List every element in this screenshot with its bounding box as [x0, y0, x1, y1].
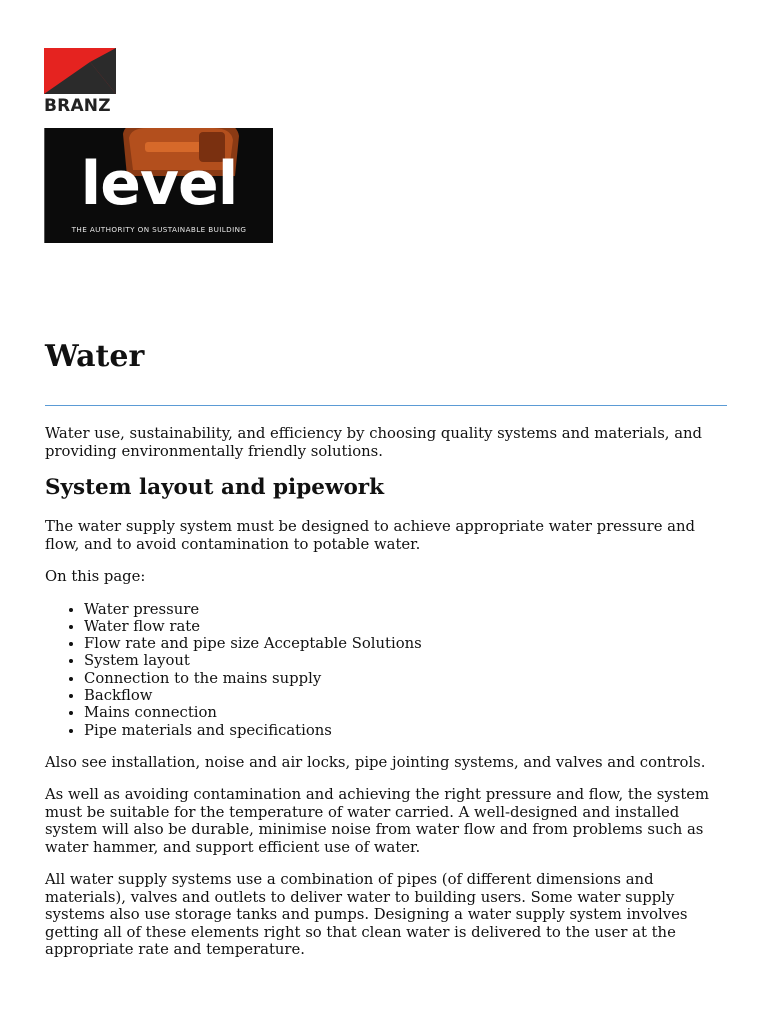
title-divider: [45, 405, 727, 406]
intro-paragraph: Water use, sustainability, and efficiency by choosing quality systems and materials, and providing environmentally friendly solutions.: [45, 425, 703, 460]
section-summary: The water supply system must be designed to achieve appropriate water pressure and flow, and to avoid contamination to potable water.: [45, 518, 696, 553]
branz-logo-mark-icon: [44, 48, 116, 94]
body-paragraph: As well as avoiding contamination and achieving the right pressure and flow, the system must be suitable for the temperature of water carried. A well-designed and installed system will also be durable, minimise noise from water flow and from problems such as water hammer, and support efficient use of water.: [45, 786, 710, 856]
toc-item-mains-connection[interactable]: • Mains connection: [84, 704, 727, 721]
level-wordmark: level: [80, 149, 238, 219]
toc-label: On this page:: [45, 568, 146, 585]
toc-item-flow-rate-pipe-size[interactable]: • Flow rate and pipe size Acceptable Solutions: [84, 635, 727, 652]
see-also-paragraph: Also see installation, noise and air locks, pipe jointing systems, and valves and controls.: [45, 753, 706, 771]
branz-logo[interactable]: [44, 48, 118, 118]
toc-item-water-pressure[interactable]: • Water pressure: [84, 601, 727, 618]
toc-item-backflow[interactable]: • Backflow: [84, 687, 727, 704]
branz-logo-wordmark: BRANZ: [44, 96, 111, 116]
level-magazine-banner[interactable]: [44, 128, 273, 243]
article-content: [45, 336, 727, 974]
page-title: Water: [45, 339, 145, 374]
toc-item-water-flow-rate[interactable]: • Water flow rate: [84, 618, 727, 635]
body-paragraph: All water supply systems use a combination of pipes (of different dimensions and materials), valves and outlets to deliver water to building users. Some water supply systems also use storage tanks and pumps. Designing a water supply system involves getting all of these elements right so that clean water is delivered to the user at the appropriate rate and temperature.: [45, 871, 688, 959]
toc-item-system-layout[interactable]: • System layout: [84, 652, 727, 669]
level-tagline: THE AUTHORITY ON SUSTAINABLE BUILDING: [71, 225, 247, 234]
section-heading: System layout and pipework: [45, 475, 385, 500]
toc-item-connection-mains[interactable]: • Connection to the mains supply: [84, 670, 727, 687]
toc-item-pipe-materials[interactable]: • Pipe materials and specifications: [84, 722, 727, 739]
toc-list: [45, 601, 727, 739]
